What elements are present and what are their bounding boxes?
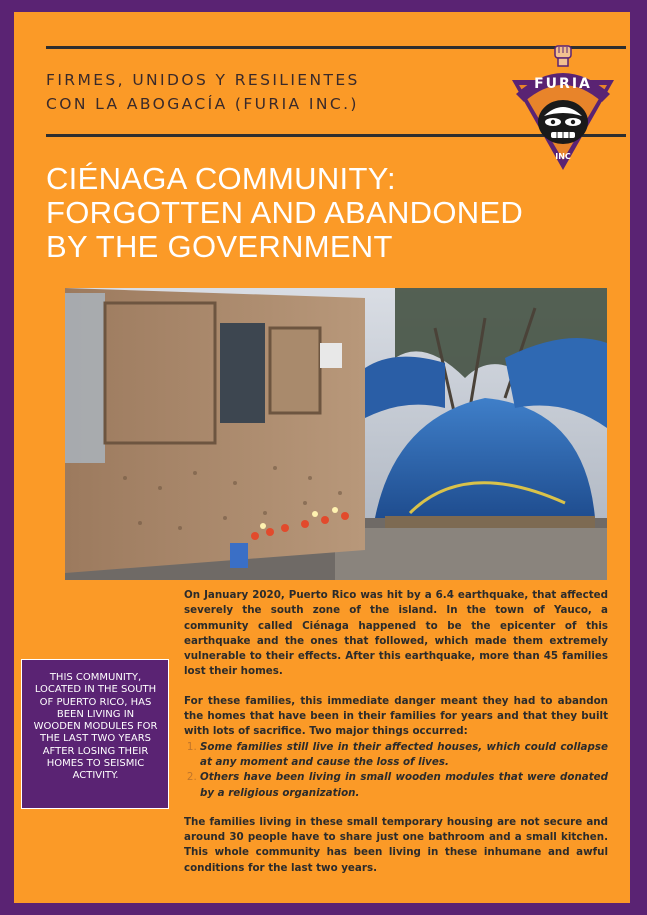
logo-text-bottom: INC <box>555 152 571 161</box>
organization-name <box>46 68 466 116</box>
list-item: 1. Some families still live in their affected houses, which could collapse at any moment and cause the loss of lives. <box>200 740 608 771</box>
community-photo <box>65 288 607 580</box>
title-line-2: FORGOTTEN AND ABANDONED <box>46 195 524 230</box>
article-body <box>184 588 608 890</box>
article-paragraph-1: On January 2020, Puerto Rico was hit by a 6.4 earthquake, that affected severely the south zone of the island. In the town of Yauco, a community called Ciénaga happened to be the epicenter of this earthquake and the ones that followed, which made them extremely vulnerable to their effects. After this earthquake, more than 45 families lost their homes. <box>184 589 608 678</box>
luchador-mask-icon <box>538 100 588 144</box>
logo-text-top: FURIA <box>534 76 592 92</box>
title-line-3: BY THE GOVERNMENT <box>46 229 393 264</box>
article-paragraph-3: The families living in these small temporary housing are not secure and around 30 people have to share just one bathroom and a small kitchen. This whole community has been living in these inhumane and awful conditions for the last two years. <box>184 815 608 874</box>
furia-logo <box>508 44 618 172</box>
list-item: 2. Others have been living in small wooden modules that were donated by a religious organization. <box>200 770 608 801</box>
page-title <box>46 162 606 264</box>
org-line-1: FIRMES, UNIDOS Y RESILIENTES <box>46 71 360 89</box>
fist-icon <box>555 46 571 66</box>
title-line-1: CIÉNAGA COMMUNITY: <box>46 161 396 196</box>
occurrences-list <box>184 740 608 801</box>
page <box>14 12 630 903</box>
article-paragraph-2: For these families, this immediate danger meant they had to abandon the homes that have been in their families for years and that they built with lots of sacrifice. Two major things occurred: <box>184 694 608 738</box>
org-line-2: CON LA ABOGACÍA (FURIA INC.) <box>46 95 359 113</box>
callout-text: THIS COMMUNITY, LOCATED IN THE SOUTH OF PUERTO RICO, HAS BEEN LIVING IN WOODEN MODULES FOR THE LAST TWO YEARS AFTER LOSING THEIR HOMES TO SEISMIC ACTIVITY. <box>33 672 158 782</box>
callout-box <box>21 659 169 809</box>
